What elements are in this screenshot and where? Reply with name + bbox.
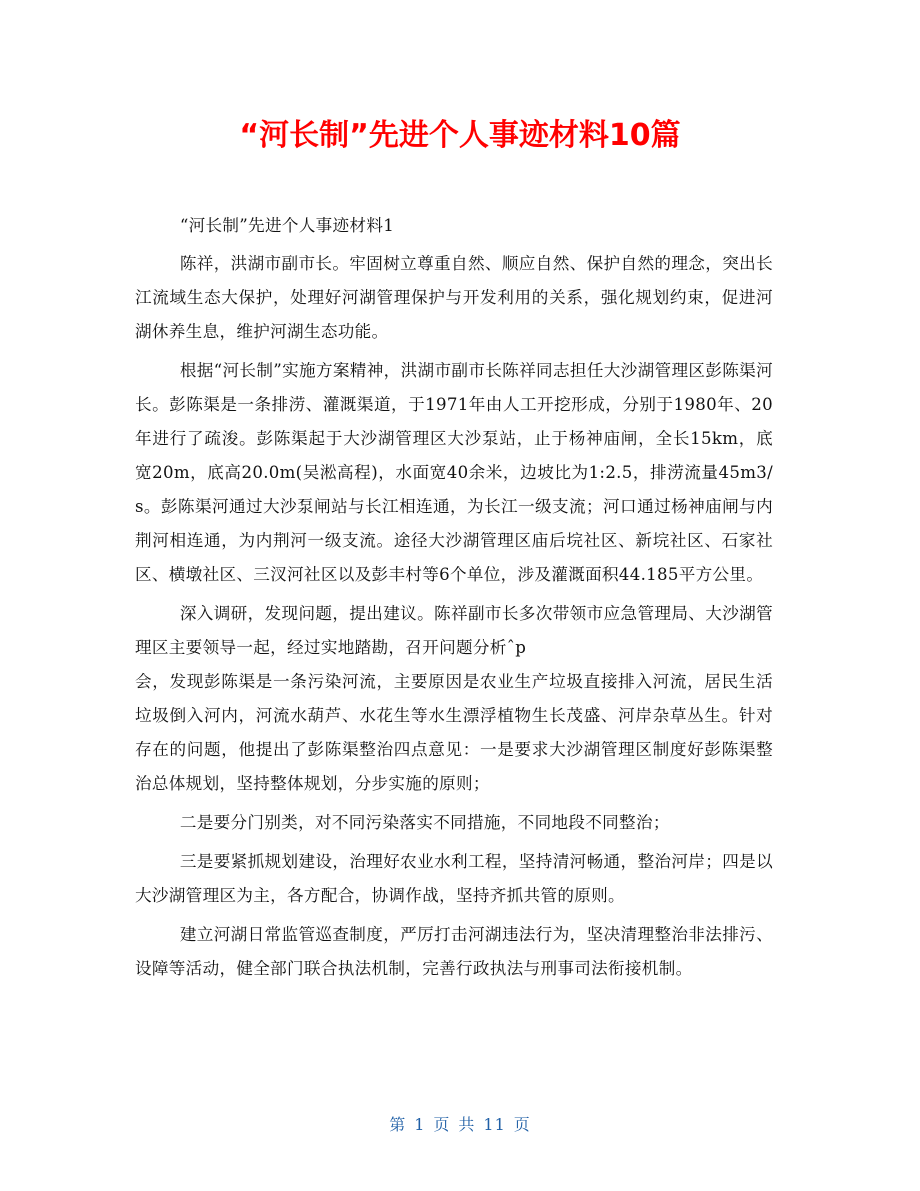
page-current-number: 1 [414,1115,426,1134]
page-label-prefix: 第 [389,1115,407,1134]
section-heading: “河长制”先进个人事迹材料1 [179,216,395,235]
page-footer [0,1113,920,1137]
body-paragraph: 根据“河长制”实施方案精神，洪湖市副市长陈祥同志担任大沙湖管理区彭陈渠河长。彭陈渠是一条排涝、灌溉渠道，于1971年由人工开挖形成，分别于1980年、20年进行了疏浚。彭陈渠起于大沙湖管理区大沙泵站，止于杨神庙闸，全长15km，底宽20m，底高20.0m(吴淞高程)，水面宽40余米，边坡比为1:2.5，排涝流量45m3/s。彭陈渠河通过大沙泵闸站与长江相连通，为长江一级支流；河口通过杨神庙闸与内荆河相连通，为内荆河一级支流。途径大沙湖管理区庙后垸社区、新垸社区、石家社区、横墩社区、三汊河社区以及彭丰村等6个单位，涉及灌溉面积44.185平方公里。 [135,361,773,584]
document-title: “河长制”先进个人事迹材料10篇 [239,118,681,153]
body-paragraph-continued: 会，发现彭陈渠是一条污染河流，主要原因是农业生产垃圾直接排入河流，居民生活垃圾倒入河内，河流水葫芦、水花生等水生漂浮植物生长茂盛、河岸杂草丛生。针对存在的问题，他提出了彭陈渠整治四点意见：一是要求大沙湖管理区制度好彭陈渠整治总体规划，坚持整体规划，分步实施的原则； [135,672,773,793]
body-paragraph: 陈祥，洪湖市副市长。牢固树立尊重自然、顺应自然、保护自然的理念，突出长江流域生态大保护，处理好河湖管理保护与开发利用的关系，强化规划约束，促进河湖休养生息，维护河湖生态功能。 [135,254,773,341]
page-total-number: 11 [483,1115,506,1134]
body-paragraph: 建立河湖日常监管巡查制度，严厉打击河湖违法行为，坚决清理整治非法排污、设障等活动，健全部门联合执法机制，完善行政执法与刑事司法衔接机制。 [135,925,773,978]
body-paragraph: 三是要紧抓规划建设，治理好农业水利工程，坚持清河畅通，整治河岸；四是以大沙湖管理区为主，各方配合，协调作战，坚持齐抓共管的原则。 [135,852,773,905]
document-body [135,209,773,986]
page-label-mid: 页 [433,1115,451,1134]
page-total-prefix: 共 [458,1115,476,1134]
page-label-suffix: 页 [513,1115,531,1134]
body-paragraph: 二是要分门别类，对不同污染落实不同措施，不同地段不同整治； [179,813,670,832]
body-paragraph: 深入调研，发现问题，提出建议。陈祥副市长多次带领市应急管理局、大沙湖管理区主要领导一起，经过实地踏勘，召开问题分析ˆp [135,604,773,657]
